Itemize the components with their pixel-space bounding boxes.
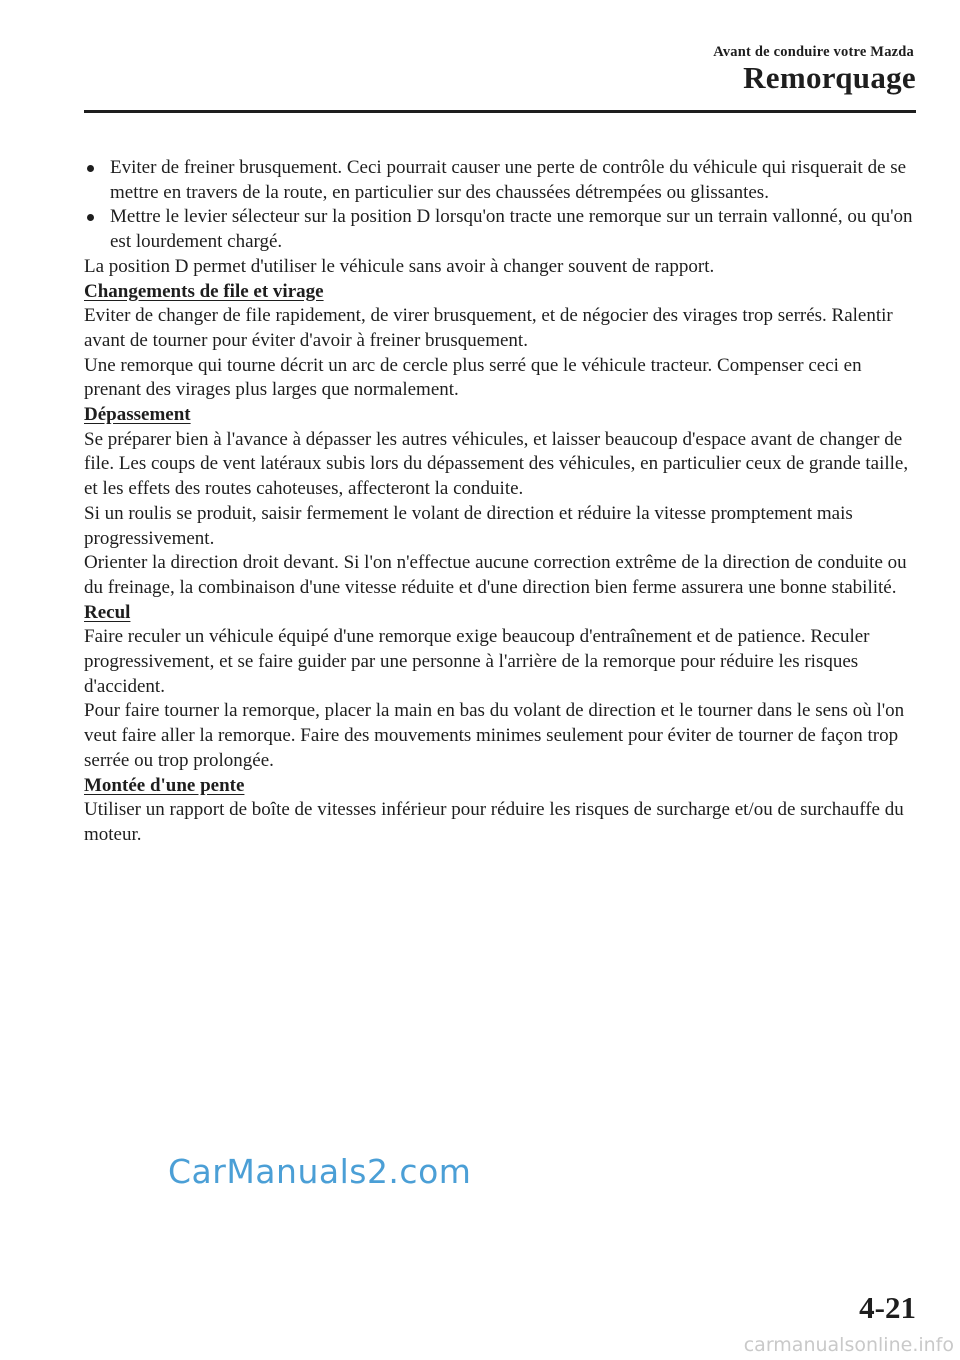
bullet-text: Mettre le levier sélecteur sur la position D lorsqu'on tracte une remorque sur un terrain vallonné, ou qu'on est lourdement chargé. xyxy=(110,206,913,253)
section-title: Montée d'une pente xyxy=(84,774,245,796)
paragraph: Pour faire tourner la remorque, placer la main en bas du volant de direction et le tourner dans le sens où l'on veut faire aller la remorque. Faire des mouvements minimes seulement pour éviter de tourner de façon trop serrée ou trop prolongée. xyxy=(84,700,905,771)
page-title: Remorquage xyxy=(743,60,916,95)
header-divider xyxy=(84,110,916,113)
paragraph: Utiliser un rapport de boîte de vitesses inférieur pour réduire les risques de surcharge et/ou de surchauffe du moteur. xyxy=(84,799,904,845)
paragraph: Se préparer bien à l'avance à dépasser les autres véhicules, et laisser beaucoup d'espace avant de changer de file. Les coups de vent latéraux subis lors du dépassement des véhicules, en particulier ceux de grande taille, et les effets des routes cahoteuses, affecteront la conduite. xyxy=(84,428,909,500)
page-content xyxy=(84,156,916,848)
section-title: Recul xyxy=(84,601,131,623)
paragraph: Eviter de changer de file rapidement, de virer brusquement, et de négocier des virages trop serrés. Ralentir avant de tourner pour éviter d'avoir à freiner brusquement. xyxy=(84,305,893,351)
bullet-list xyxy=(84,156,916,255)
section-uphill xyxy=(84,774,916,848)
section-lane-change xyxy=(84,280,916,404)
paragraph: Orienter la direction droit devant. Si l'on n'effectue aucune correction extrême de la direction de conduite ou du freinage, la combinaison d'une vitesse réduite et d'une direction bien ferme assurera une bonne stabilité. xyxy=(84,552,907,598)
section-title: Dépassement xyxy=(84,404,191,426)
footer-url: carmanualsonline.info xyxy=(743,1334,954,1356)
page-number: 4-21 xyxy=(859,1290,916,1325)
bullet-item xyxy=(84,156,916,205)
section-passing xyxy=(84,403,916,601)
bullet-text: Eviter de freiner brusquement. Ceci pourrait causer une perte de contrôle du véhicule qui risquerait de se mettre en travers de la route, en particulier sur des chaussées détrempées ou glissantes. xyxy=(110,157,907,203)
section-title: Changements de file et virage xyxy=(84,280,324,302)
section-backing xyxy=(84,601,916,774)
bullet-item xyxy=(84,205,916,254)
intro-note: La position D permet d'utiliser le véhicule sans avoir à changer souvent de rapport. xyxy=(84,255,715,277)
paragraph: Une remorque qui tourne décrit un arc de cercle plus serré que le véhicule tracteur. Compenser ceci en prenant des virages plus larges que normalement. xyxy=(84,354,862,401)
watermark-logo: CarManuals2.com xyxy=(168,1152,472,1191)
bullet-icon xyxy=(87,214,94,221)
paragraph: Si un roulis se produit, saisir fermement le volant de direction et réduire la vitesse promptement mais progressivement. xyxy=(84,502,853,549)
chapter-heading: Avant de conduire votre Mazda xyxy=(713,44,914,60)
bullet-icon xyxy=(87,165,94,172)
paragraph: Faire reculer un véhicule équipé d'une remorque exige beaucoup d'entraînement et de patience. Reculer progressivement, et se faire guider par une personne à l'arrière de la remorque pour réduire les risques d'accident. xyxy=(84,626,870,697)
